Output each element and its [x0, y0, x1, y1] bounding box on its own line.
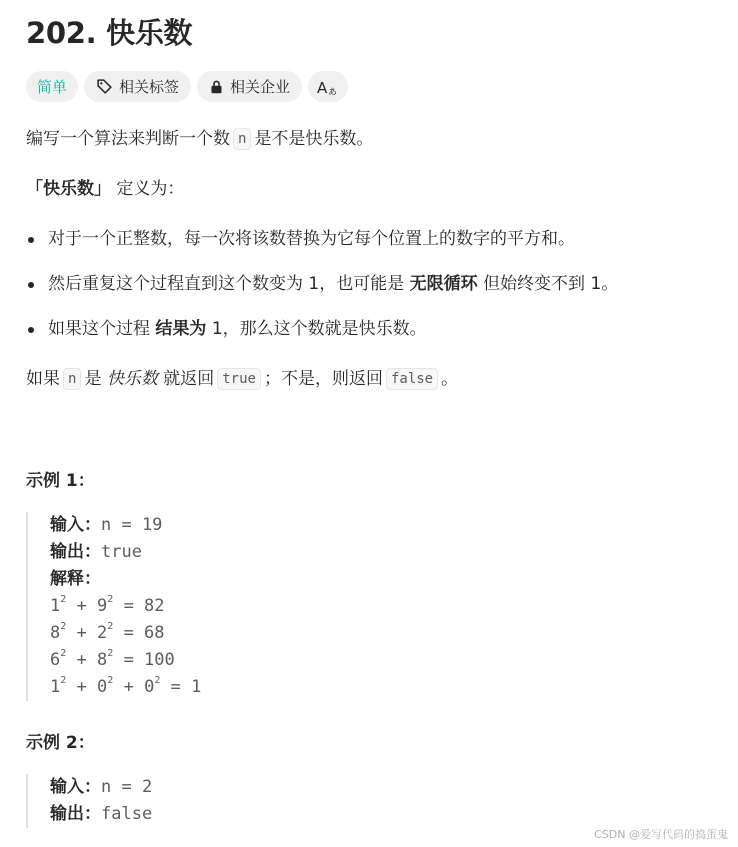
- term: 8: [97, 650, 108, 670]
- example-2-title: 示例 2：: [26, 733, 95, 753]
- example-2-block: [26, 774, 152, 828]
- text-segment: 如果: [26, 369, 60, 389]
- list-item: [26, 317, 618, 362]
- result: = 68: [123, 623, 165, 643]
- result: = 1: [170, 677, 202, 697]
- output-label: 输出：: [50, 542, 101, 562]
- term: 0: [144, 677, 155, 697]
- svg-text:ぁ: ぁ: [327, 83, 339, 96]
- result: = 82: [123, 596, 165, 616]
- explanation-line-3: [50, 647, 201, 674]
- difficulty-badge[interactable]: 简单: [26, 71, 78, 102]
- text-segment: 然后重复这个过程直到这个数变为 1，也可能是: [48, 274, 405, 294]
- example-output-row: [50, 539, 201, 566]
- bold-text: 无限循环: [409, 274, 478, 294]
- exponent: 2: [154, 675, 161, 686]
- input-value: n = 2: [101, 777, 153, 797]
- exponent: 2: [107, 675, 114, 686]
- exponent: 2: [107, 648, 114, 659]
- list-item: [26, 272, 618, 317]
- problem-title: 202. 快乐数: [26, 16, 193, 50]
- inline-code-true: true: [217, 368, 261, 390]
- rules-list: [26, 227, 618, 362]
- text-segment: 定义为：: [116, 179, 185, 199]
- exponent: 2: [60, 675, 67, 686]
- related-tags-label: 相关标签: [119, 78, 180, 96]
- term: 9: [97, 596, 108, 616]
- explanation-line-1: [50, 593, 201, 620]
- text-segment: 就返回: [163, 369, 215, 389]
- term: 2: [97, 623, 108, 643]
- text-segment: ；不是，则返回: [263, 369, 383, 389]
- inline-code-false: false: [386, 368, 438, 390]
- output-label: 输出：: [50, 804, 101, 824]
- term: 8: [50, 623, 61, 643]
- example-input-row: [50, 774, 152, 801]
- operator: +: [76, 650, 87, 670]
- translate-button[interactable]: [308, 71, 348, 102]
- text-segment: 编写一个算法来判断一个数: [26, 129, 230, 149]
- svg-text:A: A: [317, 78, 328, 96]
- csdn-watermark: CSDN @爱写代码的捣蛋鬼: [594, 828, 728, 841]
- explanation-label: 解释：: [50, 569, 101, 589]
- input-label: 输入：: [50, 515, 101, 535]
- output-value: false: [101, 804, 153, 824]
- text-segment: 但始终变不到 1。: [483, 274, 619, 294]
- example-output-row: [50, 801, 152, 828]
- lock-icon: [209, 79, 224, 95]
- description-line-1: [26, 127, 373, 151]
- input-value: n = 19: [101, 515, 163, 535]
- example-input-row: [50, 512, 201, 539]
- definition-line: [26, 177, 184, 201]
- return-description: [26, 367, 458, 391]
- term: 6: [50, 650, 61, 670]
- operator: +: [76, 623, 87, 643]
- inline-code-n: n: [233, 128, 251, 150]
- bold-text: 结果为: [155, 319, 207, 339]
- input-label: 输入：: [50, 777, 101, 797]
- happy-number-term: 「快乐数」: [26, 179, 111, 199]
- exponent: 2: [60, 621, 67, 632]
- text-segment: 1，那么这个数就是快乐数。: [211, 319, 427, 339]
- text-segment: 是不是快乐数。: [254, 129, 374, 149]
- related-tags-button[interactable]: [84, 71, 191, 102]
- italic-text: 快乐数: [106, 369, 158, 389]
- tag-row: [26, 71, 348, 102]
- list-item: [26, 227, 618, 272]
- operator: +: [76, 596, 87, 616]
- operator: +: [76, 677, 87, 697]
- text-segment: 。: [441, 369, 459, 389]
- example-1-title: 示例 1：: [26, 471, 95, 491]
- exponent: 2: [60, 594, 67, 605]
- term: 0: [97, 677, 108, 697]
- explanation-line-2: [50, 620, 201, 647]
- related-companies-label: 相关企业: [230, 78, 291, 96]
- tag-icon: [96, 78, 113, 95]
- exponent: 2: [60, 648, 67, 659]
- text-segment: 是: [84, 369, 102, 389]
- explanation-line-4: [50, 674, 201, 701]
- exponent: 2: [107, 621, 114, 632]
- text-segment: 对于一个正整数，每一次将该数替换为它每个位置上的数字的平方和。: [48, 229, 575, 249]
- text-segment: 如果这个过程: [48, 319, 150, 339]
- related-companies-button[interactable]: [197, 71, 302, 102]
- term: 1: [50, 677, 61, 697]
- translate-icon: [317, 78, 339, 96]
- inline-code-n: n: [63, 368, 81, 390]
- output-value: true: [101, 542, 142, 562]
- operator: +: [123, 677, 134, 697]
- example-1-block: [26, 512, 201, 701]
- example-explain-row: [50, 566, 201, 593]
- result: = 100: [123, 650, 175, 670]
- exponent: 2: [107, 594, 114, 605]
- term: 1: [50, 596, 61, 616]
